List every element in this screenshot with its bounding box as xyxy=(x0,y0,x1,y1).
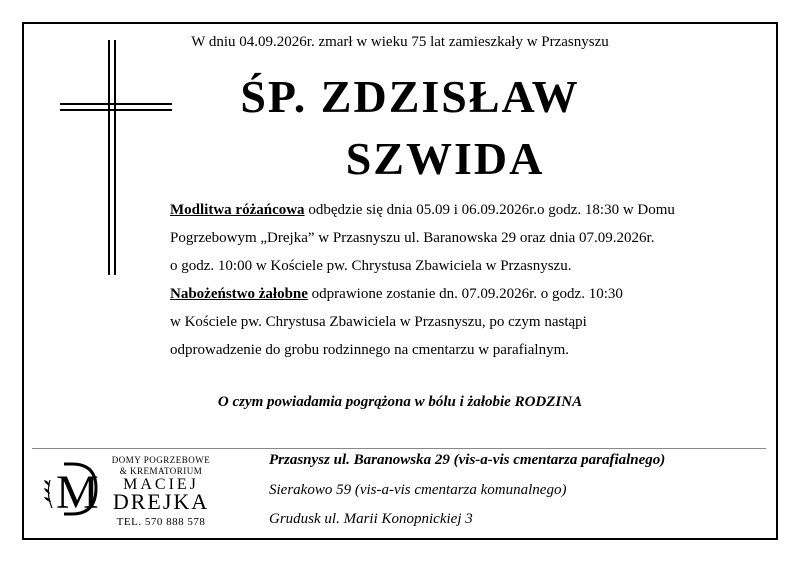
deceased-first-name: ŚP. ZDZISŁAW xyxy=(240,71,580,122)
service-line xyxy=(170,280,750,308)
logo-text-line: & KREMATORIUM xyxy=(119,466,203,476)
deceased-surname: SZWIDA xyxy=(345,133,545,184)
service-text: odprawione zostanie dn. 07.09.2026r. o godz. 10:30 xyxy=(307,286,623,302)
service-label: Nabożeństwo żałobne xyxy=(170,286,308,302)
service-text-line: w Kościele pw. Chrystusa Zbawiciela w Przasnyszu, po czym nastąpi xyxy=(170,314,587,330)
address-line: Przasnysz ul. Baranowska 29 (vis-a-vis cmentarza parafialnego) xyxy=(269,452,666,468)
rosary-line xyxy=(170,196,750,224)
funeral-details xyxy=(170,196,750,364)
address-line: Sierakowo 59 (vis-a-vis cmentarza komunalnego) xyxy=(269,482,567,498)
logo-text-line: MACIEJ xyxy=(123,476,199,493)
logo-brand-name: DREJKA xyxy=(112,489,210,514)
footer-divider xyxy=(32,448,766,449)
rosary-text: odbędzie się dnia 05.09 i 06.09.2026r.o godz. 18:30 w Domu xyxy=(304,202,675,218)
rosary-text-line: Pogrzebowym „Drejka” w Przasnyszu ul. Baranowska 29 oraz dnia 07.09.2026r. xyxy=(170,230,655,246)
address-line: Grudusk ul. Marii Konopnickiej 3 xyxy=(269,511,473,527)
service-text-line: odprowadzenie do grobu rodzinnego na cmentarzu w parafialnym. xyxy=(170,342,570,358)
funeral-home-monogram-icon xyxy=(42,456,106,520)
svg-text:M: M xyxy=(56,466,99,519)
rosary-text-line: o godz. 10:00 w Kościele pw. Chrystusa Zbawiciela w Przasnyszu. xyxy=(170,258,572,274)
rosary-label: Modlitwa różańcowa xyxy=(170,202,305,218)
logo-text-line: DOMY POGRZEBOWE xyxy=(111,455,211,465)
family-closing-note: O czym powiadamia pogrążona w bólu i żałobie RODZINA xyxy=(217,394,583,410)
death-announcement-intro: W dniu 04.09.2026r. zmarł w wieku 75 lat zamieszkały w Przasnyszu xyxy=(191,34,609,50)
logo-phone: TEL. 570 888 578 xyxy=(116,516,206,528)
